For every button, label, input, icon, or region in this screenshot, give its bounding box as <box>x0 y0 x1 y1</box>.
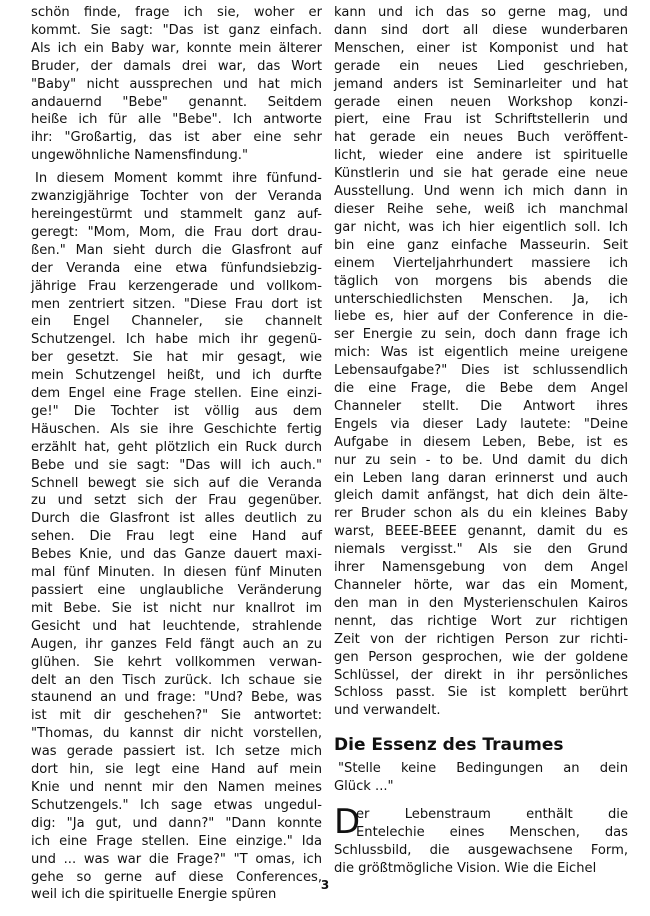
text-line: ist mit dir geschehen?" Sie antwortet: <box>31 708 322 724</box>
text-line: niemals vergisst." Als sie den Grund <box>334 542 628 558</box>
text-line: bin eine ganz einfache Masseurin. Seit <box>334 237 628 253</box>
text-line: ser Energie zu sein, doch dann frage ich <box>334 327 628 343</box>
text-line: Entelechie eines Menschen, das <box>356 824 628 840</box>
text-line: dem Engel eine Frage stellen. Eine einzi- <box>31 386 322 402</box>
text-line: passiert eine unglaubliche Veränderung <box>31 583 322 598</box>
text-line: dieser Reihe sehe, weiß ich manchmal <box>334 201 628 217</box>
text-line: Durch die Glasfront ist alles deutlich zu <box>31 511 322 527</box>
text-line: Gesicht und hat leuchtende, strahlende <box>31 618 322 634</box>
text-line: Menschen, einer ist Komponist und hat <box>334 40 628 56</box>
text-line: ber gesetzt. Sie hat mir gesagt, wie <box>31 350 322 366</box>
text-line: jemand anders ist Seminarleiter und hat <box>334 76 628 92</box>
text-line: gerade ein neues Lied geschrieben, <box>334 58 628 74</box>
right-column <box>334 4 628 878</box>
text-line: nur zu sein - to be. Und damit du dich <box>334 452 628 468</box>
text-line: "Stelle keine Bedingungen an dein <box>338 761 628 777</box>
text-line: glühen. Sie kehrt vollkommen verwan- <box>31 654 322 670</box>
text-line: gerade einen neuen Workshop konzi- <box>334 94 628 110</box>
text-line: "Baby" nicht aussprechen und hat mich <box>31 76 322 92</box>
text-line: täglich von morgens bis abends die <box>334 273 628 289</box>
text-line: mein Schutzengel heißt, und ich durfte <box>31 368 322 384</box>
text-line: Aufgabe in diesem Leben, Bebe, ist es <box>334 434 628 450</box>
text-line: unterschiedlichsten Menschen. Ja, ich <box>334 291 628 307</box>
text-line: kann und ich das so gerne mag, und <box>334 5 628 20</box>
text-line: "Thomas, du kannst dir nicht vorstellen, <box>31 726 322 742</box>
text-line: zu und setzt sich der Frau gegenüber. <box>31 493 322 509</box>
text-line: Häuschen. Als sie ihre Geschichte fertig <box>31 421 322 437</box>
paragraph <box>31 170 322 904</box>
text-line: und ... was war die Frage?" "T omas, ich <box>31 851 322 867</box>
text-line: schön finde, frage ich sie, woher er <box>31 5 322 20</box>
text-line: Channeler stellt. Die Antwort ihres <box>334 398 628 414</box>
text-line: ßen." Man sieht durch die Glasfront auf <box>31 242 322 258</box>
dropcap-paragraph <box>334 802 628 878</box>
text-line: gehe so gerne auf diese Conferences, <box>31 869 322 885</box>
paragraph <box>31 4 322 165</box>
text-line: den man in den Mysterienschulen Kairos <box>334 595 628 611</box>
text-line: Als ich ein Baby war, konnte mein älterer <box>31 40 322 56</box>
text-line: jährige Frau kerzengerade und vollkom- <box>31 278 322 294</box>
text-line: Bruder, der damals drei war, das Wort <box>31 58 322 74</box>
paragraph <box>334 802 628 878</box>
text-line: men zentriert sitzen. "Diese Frau dort ist <box>31 296 322 312</box>
text-line: dig: "Ja gut, und dann?" "Dann konnte <box>31 815 322 831</box>
text-line: ich eine Frage stellen. Eine einzige." Ida <box>31 833 322 849</box>
text-line: ein Engel Channeler, sie channelt <box>31 314 322 330</box>
text-line: Zeit von der richtigen Person zur richti- <box>334 631 628 647</box>
text-line: die eine Frage, die Bebe dem Angel <box>334 381 628 397</box>
text-line: piert, eine Frau ist Schriftstellerin und <box>334 112 628 128</box>
text-line: staunend an und frage: "Und? Bebe, was <box>31 690 322 706</box>
text-line: und verwandelt. <box>334 703 441 719</box>
epigraph-quote <box>334 760 628 796</box>
text-line: dort hin, sie legt eine Hand auf mein <box>31 762 322 778</box>
text-line: liebe es, hier auf der Conference in die- <box>334 309 628 325</box>
text-line: Künstlerin und sie hat gerade eine neue <box>334 166 628 182</box>
text-line: delt an den Tisch zurück. Ich schaue sie <box>31 672 322 688</box>
text-line: einem Vierteljahrhundert massiere ich <box>334 255 628 271</box>
text-line: gleich damit anfängst, hat dich dein älte- <box>334 488 628 504</box>
text-line: gar nicht, was ich hier eigentlich soll. Ich <box>334 219 628 235</box>
text-line: was gerade passiert ist. Ich setze mich <box>31 744 322 760</box>
text-line: Ausstellung. Und wenn ich mich dann in <box>334 184 628 200</box>
text-line: Engels via dieser Lady lautete: "Deine <box>334 416 628 432</box>
page-number: 3 <box>320 878 330 892</box>
text-line: licht, wieder eine andere ist spirituelle <box>334 148 628 164</box>
text-line: Bebes Knie, und das Ganze dauert maxi- <box>31 547 322 563</box>
text-line: Schlussbild, die ausgewachsene Form, <box>334 842 628 858</box>
text-line: Lebensaufgabe?" Dies ist schlussendlich <box>334 363 628 379</box>
text-line: rer Bruder schon als du ein kleines Baby <box>334 506 628 522</box>
text-line: mal fünf Minuten. In diesen fünf Minuten <box>31 565 322 581</box>
text-line: ungewöhnliche Namensfindung." <box>31 148 248 164</box>
text-line: erzählt hat, geht plötzlich ein Ruck durch <box>31 439 322 455</box>
text-line: Schlüssel, der direkt in ihr persönliches <box>334 667 628 683</box>
text-line: andauernd "Bebe" genannt. Seitdem <box>31 94 322 110</box>
text-line: zwanzigjährige Tochter von der Veranda <box>31 189 322 205</box>
text-line: gen Person gesprochen, wie der goldene <box>334 649 628 665</box>
text-line: sehen. Die Frau legt eine Hand auf <box>31 529 322 545</box>
text-line: mich: Was ist eigentlich meine ureigene <box>334 345 628 361</box>
text-line: hat gerade ein neues Buch veröffent- <box>334 130 628 146</box>
left-column <box>31 4 322 904</box>
text-line: Schloss passt. Sie ist komplett berührt <box>334 685 628 701</box>
text-line: weil ich die spirituelle Energie spüren <box>31 887 277 903</box>
dropcap-letter: D <box>334 802 361 843</box>
text-line: dann sind dort all diese wunderbaren <box>334 22 628 38</box>
text-line: Augen, ihr ganzes Feld fängt auch an zu <box>31 636 322 652</box>
text-line: ein Leben lang daran erinnerst und auch <box>334 470 628 486</box>
text-line: ge!" Die Tochter ist völlig aus dem <box>31 403 322 419</box>
section-heading: Die Essenz des Traumes <box>334 735 564 756</box>
text-line: nennt, das richtige Wort zur richtigen <box>334 613 628 629</box>
text-line: Channeler hörte, war das ein Moment, <box>334 578 628 593</box>
text-line: geregt: "Mom, Mom, die Frau dort drau- <box>31 224 322 240</box>
text-line: kommt. Sie sagt: "Das ist ganz einfach. <box>31 22 322 38</box>
text-line: die größtmögliche Vision. Wie die Eichel <box>334 860 597 876</box>
paragraph <box>334 4 628 720</box>
text-line: In diesem Moment kommt ihre fünfund- <box>35 171 322 187</box>
text-line: mit Bebe. Sie ist nicht nur knallrot im <box>31 600 322 616</box>
text-line: Schutzengels." Ich sage etwas ungedul- <box>31 797 322 813</box>
text-line: Schutzengel. Ich habe mich ihr gegenü- <box>31 332 322 348</box>
text-line: Bebe und sie sagt: "Das will ich auch." <box>31 457 322 473</box>
text-line: Knie und nennt mir den Namen meines <box>31 779 322 795</box>
text-line: heiße ich für alle "Bebe". Ich antworte <box>31 112 322 128</box>
text-line: ihrer Namensgebung von dem Angel <box>334 560 628 576</box>
text-line: ihr: "Großartig, das ist aber eine sehr <box>31 130 322 146</box>
text-line: hereingestürmt und stammelt ganz auf- <box>31 206 322 222</box>
text-line: warst, BEEE-BEEE genannt, damit du es <box>334 524 628 540</box>
text-line: er Lebenstraum enthält die <box>356 807 628 823</box>
text-line: der Veranda eine etwa fünfundsiebzig- <box>31 260 322 276</box>
text-line: Glück ..." <box>334 779 394 795</box>
text-line: Schnell bewegt sie sich auf die Veranda <box>31 475 322 491</box>
